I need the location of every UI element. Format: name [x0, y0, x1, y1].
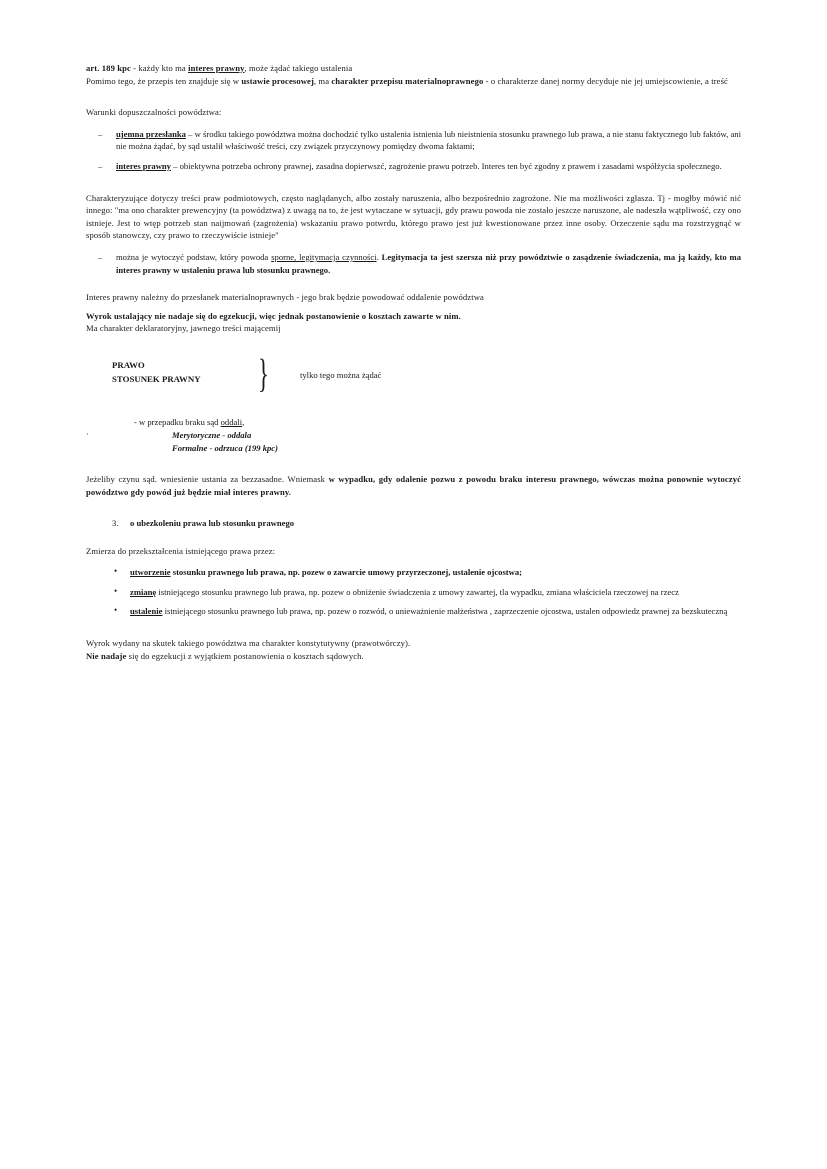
- transformation-term: utworzenie: [130, 567, 171, 578]
- paragraph-jezeli: Jeżeliby czynu sąd. wniesienie ustania za bezzasadne. Wniemask w wypadku, gdy odalenie pozwu z powodu braku interesu prawnego, wówczas można ponownie wytoczyć powództwo gdy powód już będzie miał interes prawny.: [86, 473, 742, 497]
- intro-rest: , może żądać takiego ustalenia: [244, 63, 353, 73]
- transformation-text: stosunku prawnego lub prawa, np. pozew o zawarcie umowy przyrzeczonej, ustalenie ojcostwa;: [170, 567, 523, 578]
- sub-line-formalne: Formalne - odrzuca (199 kpc): [172, 442, 278, 453]
- sub-line-merytoryczne: Merytoryczne - oddala: [172, 429, 252, 440]
- intro-paragraph-1: Pomimo tego, że przepis ten znajduje się w ustawie procesowej, ma charakter przepisu materialnoprawnego - o charakterze danej normy decyduje nie jej umiejscowienie, a treść: [86, 75, 728, 86]
- transformation-list: [86, 566, 741, 618]
- brace-label-stosunek-prawny: STOSUNEK PRAWNY: [112, 373, 201, 384]
- document-body: [86, 62, 741, 671]
- prerequisites-list: [86, 128, 741, 173]
- transformation-term: zmianę: [130, 586, 157, 597]
- brace-after-text: tylko tego można żądać: [300, 369, 382, 380]
- transformation-text: istniejącego stosunku prawnego lub prawa, np. pozew o rozwód, o unieważnienie małżeństwa , zaprzeczenie ojcostwa, ustalen odpowiedz prawnej za bezskuteczną: [162, 606, 728, 617]
- prerequisite-text: – w środku takiego powództwa można dochodzić tylko ustalenia istnienia lub nieistnienia stosunku prawnego lub prawa, a nie stanu faktycznego lub faktów, ani nie można żądać, by sąd ustalił właściwość treści, czy związek przyczynowy pomiędzy dwoma faktami;: [116, 128, 741, 152]
- intro-mid: - każdy kto ma: [130, 63, 189, 73]
- paragraph-charakteryzujace: Charakteryzujące dotyczy treści praw podmiotowych, często naglądanych, albo zostały naruszenia, albo bezpośrednio zagrożone. Nie ma możliwości zgłasza. Tj - mogłby mówić nić innego: "ma ono charakter prewencyjny (ta powództwa) z uwagą na to, że jest wytaczane w sytuacji, gdy prawu powoda nie zostało jeszcze naruszone, ale nadeszła wątpliwość, czy ono istnieje. Jest to wtęp potrzeb stan naijmowań (zagrożenia) wskazaniu prawo potwrdu, którego prawo jest już kwestionowane przez inne osoby. Orzeczenie sądu ma rozstrzygnąć w sposób stanowczy, czy prawo to rzeczywiście istnieje": [86, 192, 741, 241]
- final-paragraph-1: Wyrok wydany na skutek takiego powództwa ma charakter konstytutywny (prawotwórczy).: [86, 638, 411, 649]
- brace-labels: [112, 358, 201, 386]
- further-dash-list: [86, 251, 741, 276]
- interes-prawny-emphasis: interes prawny: [188, 63, 245, 73]
- section-label: o ubezkoleniu prawa lub stosunku prawnego: [130, 518, 295, 529]
- transformation-term: ustalenie: [130, 606, 163, 617]
- sub-line-oddali: - w przepadku braku sąd oddali,: [134, 416, 245, 427]
- prerequisite-term: ujemna przesłanka: [116, 128, 186, 139]
- prerequisite-term: interes prawny: [116, 160, 171, 171]
- brace-group: [86, 351, 741, 396]
- closing-paragraph-2: Wyrok ustalający nie nadaje się do egzekucji, więc jednak postanowienie o kosztach zawarte w nim.: [86, 310, 461, 321]
- section-heading-b: [86, 517, 741, 530]
- article-reference: art. 189 kpc: [86, 63, 131, 73]
- brace-label-prawo: PRAWO: [112, 359, 145, 370]
- list-item: – można je wytoczyć podstaw, który powoda sporne, legitymacja czynności. Legitymacja ta jest szersza niż przy powództwie o zasądzenie świadczenia, ma ją każdy, kto ma interes prawny w ustaleniu prawa lub stosunku prawnego.: [86, 251, 741, 276]
- brace-icon: }: [258, 351, 269, 396]
- prerequisite-text: – obiektywna potrzeba ochrony prawnej, zasadna dopierwszć, zagrożenie prawu potrzeb. Interes ten być zgodny z prawem i zasadami współżycia społecznego.: [170, 160, 722, 171]
- transformation-text: istniejącego stosunku prawnego lub prawa, np. pozew o obniżenie świadczenia z umowy zawartej, tla wypadku, zmiana właściciela rzeczowej na rzecz: [156, 586, 679, 597]
- list-item: [86, 566, 741, 579]
- list-item: [86, 605, 741, 618]
- list-item: [86, 128, 741, 153]
- intro-line-1: [86, 62, 741, 75]
- paragraph-dazenia: Zmierza do przekształcenia istniejącego prawa przez:: [86, 545, 276, 556]
- prerequisites-heading: Warunki dopuszczalności powództwa:: [86, 107, 222, 118]
- list-item: [86, 586, 741, 599]
- section-number: 3.: [112, 518, 119, 529]
- stray-marker: ·: [86, 428, 89, 439]
- list-item: [86, 160, 741, 173]
- closing-paragraph-3: Ma charakter deklaratoryjny, jawnego treści mającemij: [86, 323, 281, 334]
- final-paragraph-2: Nie nadaje się do egzekucji z wyjątkiem postanowienia o kosztach sądowych.: [86, 650, 364, 661]
- closing-paragraph-1: Interes prawny należny do przesłanek materialnoprawnych - jego brak będzie powodować oddalenie powództwa: [86, 292, 484, 303]
